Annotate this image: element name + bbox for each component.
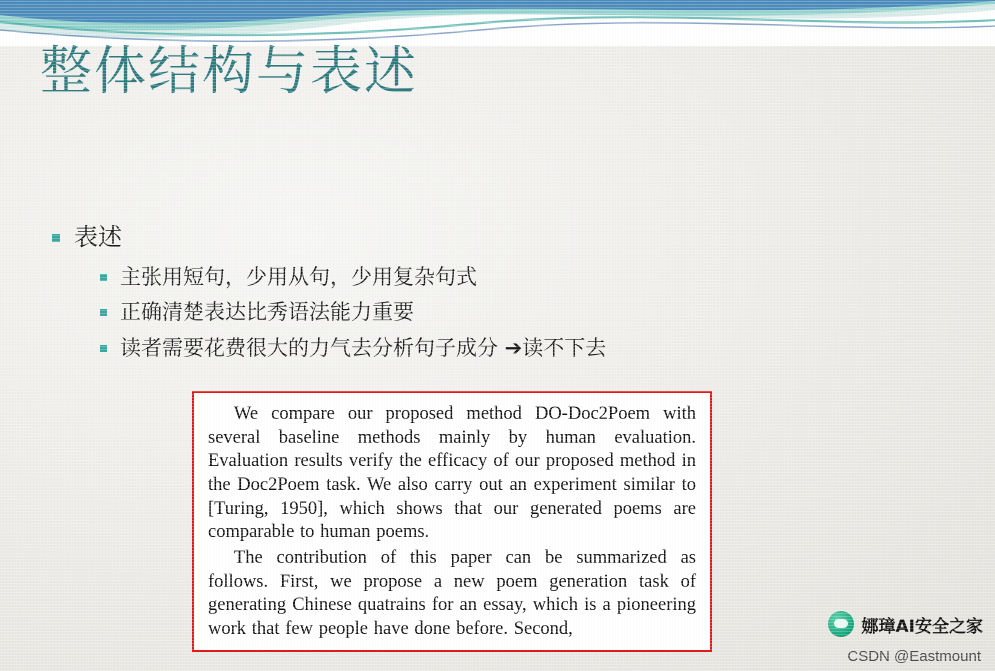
list-item: [100, 262, 952, 292]
quoted-paper-excerpt: [192, 391, 712, 652]
sub-bullet-list: [100, 262, 952, 363]
bullet-level2-label: 正确清楚表达比秀语法能力重要: [120, 300, 414, 325]
quote-paragraph: The contribution of this paper can be summarized as follows. First, we propose a new poem generation task of generating Chinese quatrains for an essay, which is a pioneering work that few people have done before. Second,: [208, 548, 696, 640]
credit-label: CSDN @Eastmount: [847, 648, 981, 665]
wechat-logo-icon: [828, 611, 854, 637]
decorative-banner: [0, 0, 995, 46]
list-item: [100, 297, 952, 327]
watermark: [828, 611, 983, 637]
bullet-square-icon: [100, 274, 107, 281]
bullet-list: [52, 222, 952, 368]
list-item: [52, 222, 952, 252]
bullet-level2-label: 主张用短句，少用从句，少用复杂句式: [120, 265, 477, 289]
page-title: 整体结构与表述: [40, 42, 419, 102]
bullet-level1-label: 表述: [74, 223, 122, 251]
bullet-square-icon: [52, 234, 60, 242]
bullet-square-icon: [100, 345, 107, 352]
list-item: [100, 333, 952, 363]
quote-paragraph: We compare our proposed method DO-Doc2Poem with several baseline methods mainly by human evaluation. Evaluation results verify the efficacy of our proposed method in the Doc2Poem task. We also carry out an experiment similar to [Turing, 1950], which shows that our generated poems are comparable to human poems.: [208, 404, 696, 543]
bullet-square-icon: [100, 309, 107, 316]
watermark-label: 娜璋AI安全之家: [861, 616, 983, 637]
bullet-level2-label: 读者需要花费很大的力气去分析句子成分 ➔读不下去: [120, 335, 607, 360]
